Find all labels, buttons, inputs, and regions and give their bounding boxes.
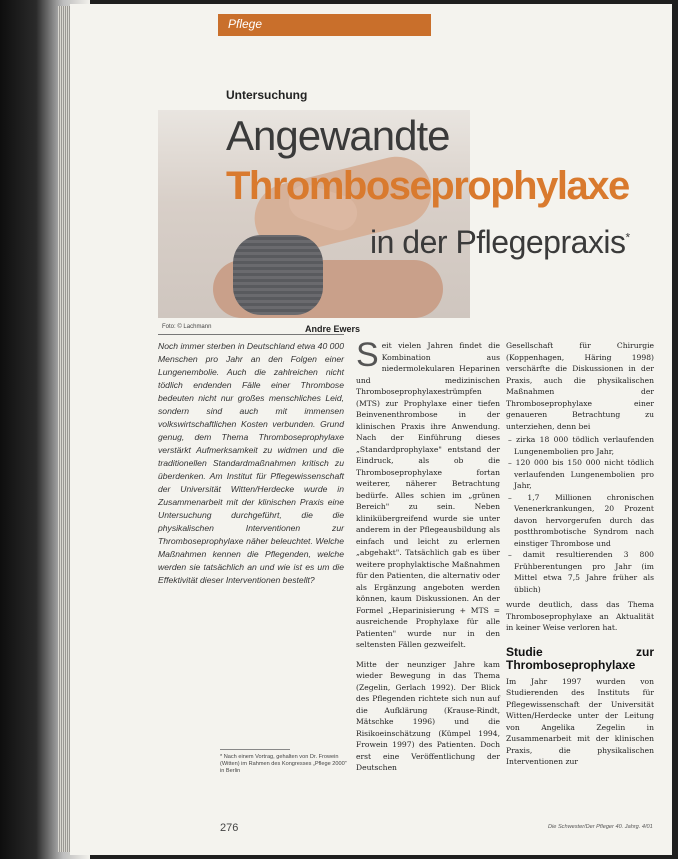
list-item: – 1,7 Millionen chronischen Venenerkrankungen, 20 Prozent davon hervorgerufen durch das postthrombotische Syndrom nach einstiger Thrombose und xyxy=(514,492,654,550)
author-name: Andre Ewers xyxy=(305,324,361,334)
photo-credit: Foto: © Lachmann xyxy=(162,324,212,330)
journal-footer: Die Schwester/Der Pfleger 40. Jahrg. 4/01 xyxy=(548,824,653,830)
page-number: 276 xyxy=(220,822,239,834)
author-rule xyxy=(158,334,344,335)
body-paragraph: Gesellschaft für Chirurgie (Koppenhagen, Häring 1998) verschärfte die Diskussionen in der Praxis, auch die physikalischen Maßnahmen der Thromboseprophylaxe einer genaueren Betrachtung zu unterziehen, denn bei xyxy=(506,341,654,431)
list-item: – zirka 18 000 tödlich verlaufenden Lungenembolien pro Jahr, xyxy=(514,434,654,457)
lead-paragraph: Noch immer sterben in Deutschland etwa 40 000 Menschen pro Jahr an den Folgen einer Lungenembolie. Auch die zahlreichen nicht tödlich endenden Fälle einer Thrombose bedeuten nicht nur großes menschliches Leid, sondern sind auch mit immensen volkswirtschaftlichen Kosten verbunden. Grund genug, dem Thema Thromboseprophylaxe verstärkt Aufmerksamkeit zu widmen und die traditionellen Standardmaßnahmen kritisch zu überdenken. Am Institut für Pflegewissenschaft der Universität Witten/Herdecke wurde in Zusammenarbeit mit der klinischen Praxis eine Untersuchung durchgeführt, die die physikalischen Interventionen zur Thromboseprophylaxe näher beleuchtet. Welche Maßnahmen kennen die Pflegenden, welche werden sie tatsächlich an und wie ist es um die Effektivität dieser Interventionen bestellt? xyxy=(158,341,344,585)
section-label: Pflege xyxy=(228,17,263,31)
page-stack-edges xyxy=(58,6,70,852)
body-column-1 xyxy=(356,336,500,782)
body-column-2 xyxy=(506,340,654,768)
paragraph-text: eit vielen Jahren findet die Kombination aus niedermolekularen Heparinen und medizinischen Thromboseprophylaxestrümpfen (MTS) zur Prophylaxe einer tiefen Beinvenenthrombose in der klinischen Praxis ihre Anwendung. Nach der Einführung dieses „Standardprophylaxe" entstand der Eindruck, als ob die Thromboseprophylaxe fortan weiterer, näherer Betrachtung bedürfe. Alles schien im „grünen Bereich" zu sein. Neben klinikübergreifend wurde sie unter anderem in der Pflegeausbildung als einfach und leicht zu erlernen „abgehakt". Tatsächlich gab es über weitere prophylaktische Maßnahmen für den Patienten, die alternativ oder als Ergänzung angeboten werden können, kaum Diskussionen. An der Formel „Heparinisierung + MTS = ausreichende Prophylaxe für alle Patienten" wurde nur in den seltensten Fällen gezweifelt. xyxy=(356,341,500,649)
title-line-1: Angewandte xyxy=(226,112,450,159)
list-item: – damit resultierenden 3 800 Frühberentungen pro Jahr (im Mittel etwa 7,5 Jahre früher als üblich) xyxy=(514,549,654,595)
drop-cap: S xyxy=(356,336,379,374)
body-paragraph xyxy=(356,336,500,651)
title-footnote-mark: * xyxy=(625,230,630,245)
body-paragraph: Mitte der neunziger Jahre kam wieder Bewegung in das Thema (Zegelin, Gerlach 1992). Der Blick des Pflegenden richtete sich nun auf die Aufklärung (Krause-Rindt, Mätschke 1996) und die Risikoeinschätzung (Kümpel 1994, Frowein 1997) des Patienten. Doch erst eine Veröffentlichung der Deutschen xyxy=(356,659,500,772)
magazine-page xyxy=(70,4,672,855)
footnote: * Nach einem Vortrag, gehalten von Dr. Frowein (Witten) im Rahmen des Kongresses „Pflege 2000" in Berlin xyxy=(220,754,347,774)
footnote-rule xyxy=(220,749,290,750)
title-line-2: Thromboseprophylaxe xyxy=(226,164,629,208)
body-paragraph: Im Jahr 1997 wurden von Studierenden des Instituts für Pflegewissenschaft der Universität Witten/Herdecke unter der Leitung von Angelika Zegelin in Zusammenarbeit mit der klinischen Praxis, die physikalischen Interventionen zur xyxy=(506,676,654,766)
section-tab xyxy=(218,14,431,36)
list-item: – 120 000 bis 150 000 nicht tödlich verlaufenden Lungenembolien pro Jahr, xyxy=(514,457,654,492)
body-paragraph: wurde deutlich, dass das Thema Thromboseprophylaxe an Aktualität in keiner Weise verloren hat. xyxy=(506,600,654,632)
title-line-3-text: in der Pflegepraxis xyxy=(370,224,626,260)
photo-compression-stocking xyxy=(233,235,323,315)
statistics-list xyxy=(506,434,654,595)
section-heading: Studie zur Thromboseprophylaxe xyxy=(506,644,654,672)
title-line-3 xyxy=(370,224,630,261)
article-kicker: Untersuchung xyxy=(226,88,308,102)
